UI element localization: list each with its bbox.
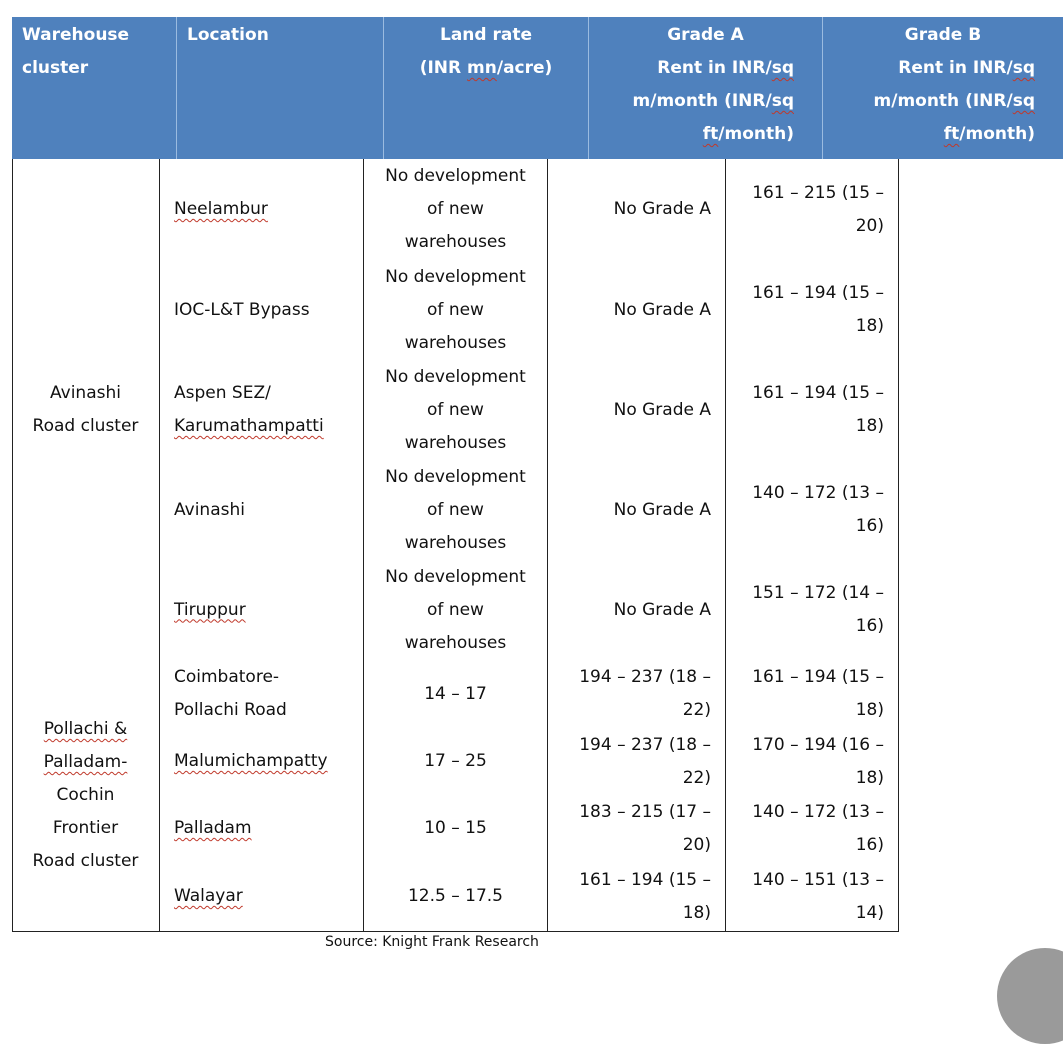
page-decoration-circle	[997, 948, 1063, 1044]
rent-part: ft	[943, 124, 960, 144]
header-land-rate-text: Land rate	[439, 25, 532, 45]
cell-text-line: 140 – 172 (13 –	[752, 801, 884, 822]
cell-text-line: Coimbatore-	[174, 667, 280, 687]
cell-text-line: 10 – 15	[424, 818, 487, 838]
cell-text-line: warehouses	[404, 332, 507, 353]
table-cell-grade-a	[548, 728, 725, 795]
cluster-line: Frontier	[52, 818, 119, 838]
table-cell-grade-a	[548, 660, 725, 728]
table-cell-land	[364, 260, 547, 360]
cell-text-line: No development	[385, 266, 526, 287]
cell-text-line: of new	[427, 599, 484, 620]
cell-text-line: 22)	[682, 767, 711, 788]
cell-text-line: 161 – 194 (15 –	[752, 383, 884, 403]
table-cell-land	[364, 560, 547, 660]
cell-text-line: 16)	[855, 616, 884, 636]
cell-text-line: 18)	[855, 416, 884, 436]
table-cell-location	[160, 728, 363, 795]
table-cell-land	[364, 795, 547, 862]
cell-text-line: No development	[385, 566, 526, 587]
cell-text-line: of new	[427, 499, 484, 520]
cell-text-line: Karumathampatti	[174, 416, 324, 436]
table-cell-land	[364, 159, 547, 260]
cluster-line: Cochin	[56, 785, 115, 805]
table-cell-grade-a	[548, 260, 725, 360]
cell-text-line: 161 – 194 (15 –	[752, 283, 884, 303]
table-cell-grade-a	[548, 460, 725, 560]
unit-part: /acre)	[496, 58, 553, 78]
cell-text-line: 14)	[855, 902, 884, 923]
cell-text-line: 140 – 151 (13 –	[752, 869, 884, 890]
rent-part: /month)	[718, 124, 794, 144]
rent-part: m/month (INR/	[873, 91, 1013, 111]
rent-part: Rent in INR/	[657, 58, 772, 78]
cell-text-line: Aspen SEZ/	[174, 383, 271, 403]
cell-text-line: Palladam	[174, 818, 252, 838]
table-cell-grade-b	[726, 360, 898, 460]
cell-text-line: 14 – 17	[424, 683, 487, 704]
rent-line	[589, 52, 794, 85]
header-grade-b	[823, 17, 1063, 159]
cell-text-line: 140 – 172 (13 –	[752, 483, 884, 503]
table-cell-grade-a	[548, 862, 725, 931]
cell-text-line: No Grade A	[613, 599, 711, 620]
table-cell-grade-b	[726, 660, 898, 728]
cell-text-line: 16)	[855, 516, 884, 536]
header-cluster-line: cluster	[22, 58, 89, 78]
table-cell-location	[160, 660, 363, 728]
cell-text-line: 170 – 194 (16 –	[752, 734, 884, 755]
cluster-line: Palladam-	[43, 752, 128, 772]
table-cell-grade-a	[548, 360, 725, 460]
cell-text-line: 161 – 215 (15 –	[752, 182, 884, 203]
cell-text-line: warehouses	[404, 632, 507, 653]
cell-text-line: No Grade A	[613, 399, 711, 420]
cell-text-line: Walayar	[174, 886, 243, 906]
header-land-rate-unit	[384, 52, 588, 85]
cell-text-line: Neelambur	[174, 199, 268, 219]
table-cell-grade-a	[548, 795, 725, 862]
cell-text-line: 22)	[682, 700, 711, 720]
table-cell-location	[160, 795, 363, 862]
cell-text-line: warehouses	[404, 432, 507, 453]
cell-text-line: 20)	[682, 834, 711, 855]
header-grade-a-text: Grade A	[667, 25, 744, 45]
rent-part: Rent in INR/	[898, 58, 1013, 78]
unit-part: mn	[467, 58, 497, 78]
rent-part: sq	[1012, 58, 1035, 78]
table-cell-location	[160, 862, 363, 931]
cell-text-line: 18)	[855, 700, 884, 720]
cell-text-line: Pollachi Road	[174, 700, 287, 720]
table-cell-location	[160, 460, 363, 560]
table-cell-location	[160, 360, 363, 460]
cell-text-line: warehouses	[404, 232, 507, 252]
cell-text-line: 161 – 194 (15 –	[752, 667, 884, 687]
header-location-text: Location	[187, 25, 269, 45]
table-cell-grade-b	[726, 795, 898, 862]
cell-text-line: No development	[385, 366, 526, 387]
cell-text-line: No development	[385, 466, 526, 487]
cell-text-line: 151 – 172 (14 –	[752, 583, 884, 603]
cell-text-line: No Grade A	[613, 199, 711, 219]
cell-text-line: of new	[427, 299, 484, 320]
table-cell-grade-a	[548, 159, 725, 260]
rent-part: /month)	[959, 124, 1035, 144]
cell-text-line: 18)	[682, 902, 711, 923]
rent-part: m/month (INR/	[632, 91, 772, 111]
cell-text-line: 183 – 215 (17 –	[579, 801, 711, 822]
cell-text-line: IOC-L&T Bypass	[174, 299, 310, 320]
table-header	[12, 17, 1063, 159]
table-border-right	[898, 159, 899, 931]
table-cell-land	[364, 862, 547, 931]
rent-line	[589, 85, 794, 118]
rent-line	[823, 118, 1035, 151]
table-cell-land	[364, 660, 547, 728]
cell-text-line: Malumichampatty	[174, 751, 328, 771]
table-cell-land	[364, 360, 547, 460]
cell-text-line: of new	[427, 399, 484, 420]
cell-text-line: warehouses	[404, 532, 507, 553]
cell-text-line: 12.5 – 17.5	[407, 886, 503, 906]
table-cell-grade-b	[726, 159, 898, 260]
table-cell-grade-a	[548, 560, 725, 660]
table-cell-grade-b	[726, 560, 898, 660]
source-note: Source: Knight Frank Research	[325, 934, 539, 950]
table-cell-land	[364, 460, 547, 560]
cluster-line: Road cluster	[32, 851, 139, 871]
header-grade-a	[589, 17, 823, 159]
header-cluster	[12, 17, 177, 159]
cell-text-line: No Grade A	[613, 499, 711, 520]
cell-text-line: 194 – 237 (18 –	[579, 667, 711, 687]
rent-part: ft	[702, 124, 719, 144]
rent-part: sq	[771, 58, 794, 78]
cell-text-line: of new	[427, 199, 484, 219]
cluster-pollachi	[12, 660, 159, 931]
cell-text-line: 16)	[855, 834, 884, 855]
rent-part: sq	[771, 91, 794, 111]
cell-text-line: Avinashi	[174, 499, 245, 520]
table-cell-grade-b	[726, 862, 898, 931]
header-cluster-line: Warehouse	[22, 25, 130, 45]
unit-part: (INR	[419, 58, 468, 78]
table-cell-land	[364, 728, 547, 795]
table-cell-grade-b	[726, 460, 898, 560]
table-cell-grade-b	[726, 260, 898, 360]
rent-line	[823, 85, 1035, 118]
cell-text-line: 18)	[855, 767, 884, 788]
cell-text-line: 20)	[855, 215, 884, 236]
cell-text-line: 194 – 237 (18 –	[579, 734, 711, 755]
cluster-line: Road cluster	[32, 415, 139, 436]
cluster-line: Avinashi	[50, 382, 121, 403]
header-grade-b-text: Grade B	[904, 25, 982, 45]
rent-line	[823, 52, 1035, 85]
rent-part: sq	[1012, 91, 1035, 111]
cell-text-line: No development	[385, 166, 526, 186]
table-cell-location	[160, 260, 363, 360]
table-border-bottom	[12, 931, 899, 932]
table-cell-location	[160, 560, 363, 660]
table-cell-grade-b	[726, 728, 898, 795]
table-cell-location	[160, 159, 363, 260]
header-location	[177, 17, 384, 159]
cluster-avinashi	[12, 159, 159, 660]
cell-text-line: 17 – 25	[424, 751, 487, 771]
rent-line	[589, 118, 794, 151]
cluster-line: Pollachi &	[43, 719, 128, 739]
cell-text-line: 161 – 194 (15 –	[579, 869, 711, 890]
cell-text-line: No Grade A	[613, 299, 711, 320]
cell-text-line: Tiruppur	[174, 599, 246, 620]
header-land-rate	[384, 17, 589, 159]
cell-text-line: 18)	[855, 316, 884, 336]
